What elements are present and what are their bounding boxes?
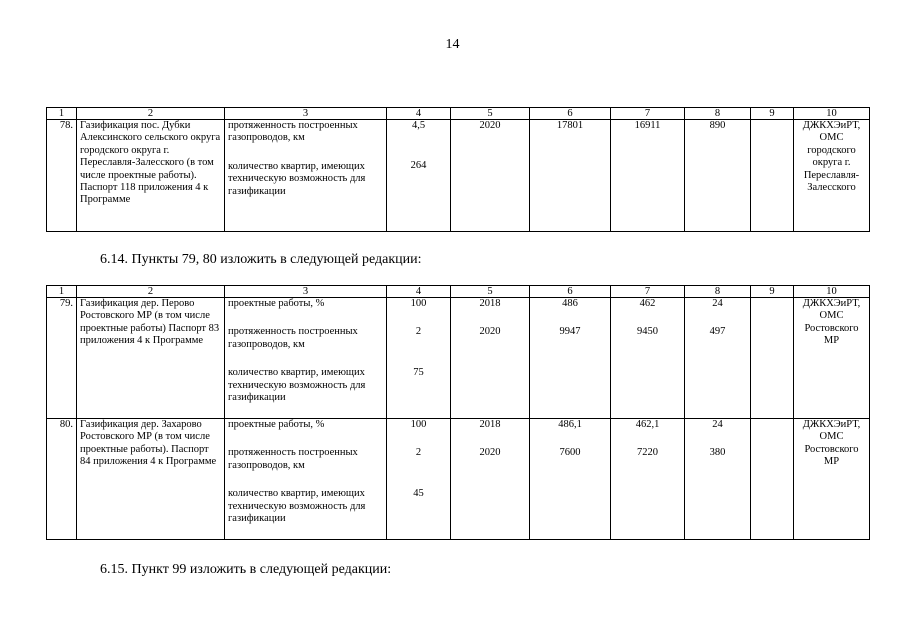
amount-value: 9450	[637, 326, 658, 338]
column-header: 7	[611, 286, 685, 298]
column-header: 1	[47, 108, 77, 120]
column-9-cell	[751, 120, 794, 232]
year-value: 2020	[479, 447, 501, 459]
indicator-value: 100	[410, 298, 427, 309]
regional-amount-cell	[611, 298, 685, 419]
indicator: количество квартир, имеющих техническую возможность для газификации	[228, 160, 366, 197]
municipal-amount-cell	[685, 298, 751, 419]
indicators-cell	[225, 298, 387, 419]
program-table-1	[46, 107, 870, 232]
program-table-2	[46, 285, 870, 540]
amount-value: 497	[709, 326, 726, 338]
regional-amount-cell	[611, 419, 685, 540]
indicator-values-cell	[387, 298, 451, 419]
amount-value: 24	[712, 419, 723, 430]
year-cell	[451, 419, 530, 540]
year-cell: 2020	[451, 120, 530, 232]
indicator-value: 100	[410, 419, 427, 430]
amount-value: 486	[562, 298, 578, 309]
year-value: 2018	[479, 419, 501, 430]
executor-cell: ДЖКХЭиРТ, ОМС городского округа г. Переславля-Залесского	[794, 120, 870, 232]
column-header: 3	[225, 108, 387, 120]
table-row	[47, 419, 870, 540]
column-header: 6	[530, 108, 611, 120]
municipal-amount-cell	[685, 419, 751, 540]
indicators-cell	[225, 120, 387, 232]
column-header: 10	[794, 108, 870, 120]
indicator-value: 4,5	[411, 120, 426, 131]
amount-value: 9947	[559, 326, 581, 338]
year-value: 2020	[479, 326, 501, 338]
amount-value: 462	[639, 298, 656, 309]
total-amount-cell	[530, 298, 611, 419]
column-header: 10	[794, 286, 870, 298]
object-name: Газификация пос. Дубки Алексинского сельского округа городского округа г. Переславля-Залесского (в том числе проектные работы). Паспорт 118 приложения 4 к Программе	[77, 120, 225, 232]
object-name: Газификация дер. Перово Ростовского МР (в том числе проектные работы) Паспорт 83 приложения 4 к Программе	[77, 298, 225, 419]
indicator-value: 264	[410, 160, 427, 172]
indicator-value: 2	[415, 326, 422, 338]
column-header: 8	[685, 108, 751, 120]
column-header: 2	[77, 108, 225, 120]
row-number: 79.	[47, 298, 77, 419]
column-header: 6	[530, 286, 611, 298]
indicator: проектные работы, %	[228, 419, 325, 430]
row-number: 78.	[47, 120, 77, 232]
page-number: 14	[445, 37, 460, 52]
indicator: количество квартир, имеющих техническую возможность для газификации	[228, 367, 366, 404]
indicators-cell	[225, 419, 387, 540]
executor-cell: ДЖКХЭиРТ, ОМС Ростовского МР	[794, 419, 870, 540]
column-9-cell	[751, 298, 794, 419]
object-name: Газификация дер. Захарово Ростовского МР (в том числе проектные работы). Паспорт 84 приложения 4 к Программе	[77, 419, 225, 540]
indicator: проектные работы, %	[228, 298, 325, 309]
total-amount-cell: 17801	[530, 120, 611, 232]
column-header: 5	[451, 108, 530, 120]
column-header: 5	[451, 286, 530, 298]
indicator-value: 45	[413, 487, 424, 499]
column-header: 9	[751, 108, 794, 120]
indicator: протяженность построенных газопроводов, км	[228, 120, 358, 144]
column-header: 1	[47, 286, 77, 298]
column-header: 4	[387, 286, 451, 298]
table-header-row	[47, 286, 870, 298]
column-9-cell	[751, 419, 794, 540]
table-row	[47, 298, 870, 419]
indicator-value: 75	[413, 366, 424, 378]
column-header: 8	[685, 286, 751, 298]
indicator: протяженность построенных газопроводов, км	[228, 326, 358, 350]
instruction-paragraph: 6.14. Пункты 79, 80 изложить в следующей редакции:	[100, 252, 422, 267]
year-value: 2018	[479, 298, 501, 309]
indicator-value: 2	[415, 447, 422, 459]
amount-value: 7220	[637, 447, 658, 459]
amount-value: 24	[712, 298, 723, 309]
instruction-paragraph: 6.15. Пункт 99 изложить в следующей редакции:	[100, 562, 392, 577]
column-header: 7	[611, 108, 685, 120]
amount-value: 486,1	[558, 419, 582, 430]
indicator: количество квартир, имеющих техническую возможность для газификации	[228, 488, 366, 525]
amount-value: 462,1	[635, 419, 660, 430]
municipal-amount-cell: 890	[685, 120, 751, 232]
column-header: 2	[77, 286, 225, 298]
regional-amount-cell: 16911	[611, 120, 685, 232]
executor-cell: ДЖКХЭиРТ, ОМС Ростовского МР	[794, 298, 870, 419]
total-amount-cell	[530, 419, 611, 540]
column-header: 9	[751, 286, 794, 298]
amount-value: 380	[709, 447, 726, 459]
indicator-values-cell	[387, 120, 451, 232]
row-number: 80.	[47, 419, 77, 540]
amount-value: 7600	[559, 447, 581, 459]
table-header-row	[47, 108, 870, 120]
indicator-values-cell	[387, 419, 451, 540]
column-header: 3	[225, 286, 387, 298]
year-cell	[451, 298, 530, 419]
indicator: протяженность построенных газопроводов, км	[228, 447, 358, 471]
table-row	[47, 120, 870, 232]
column-header: 4	[387, 108, 451, 120]
